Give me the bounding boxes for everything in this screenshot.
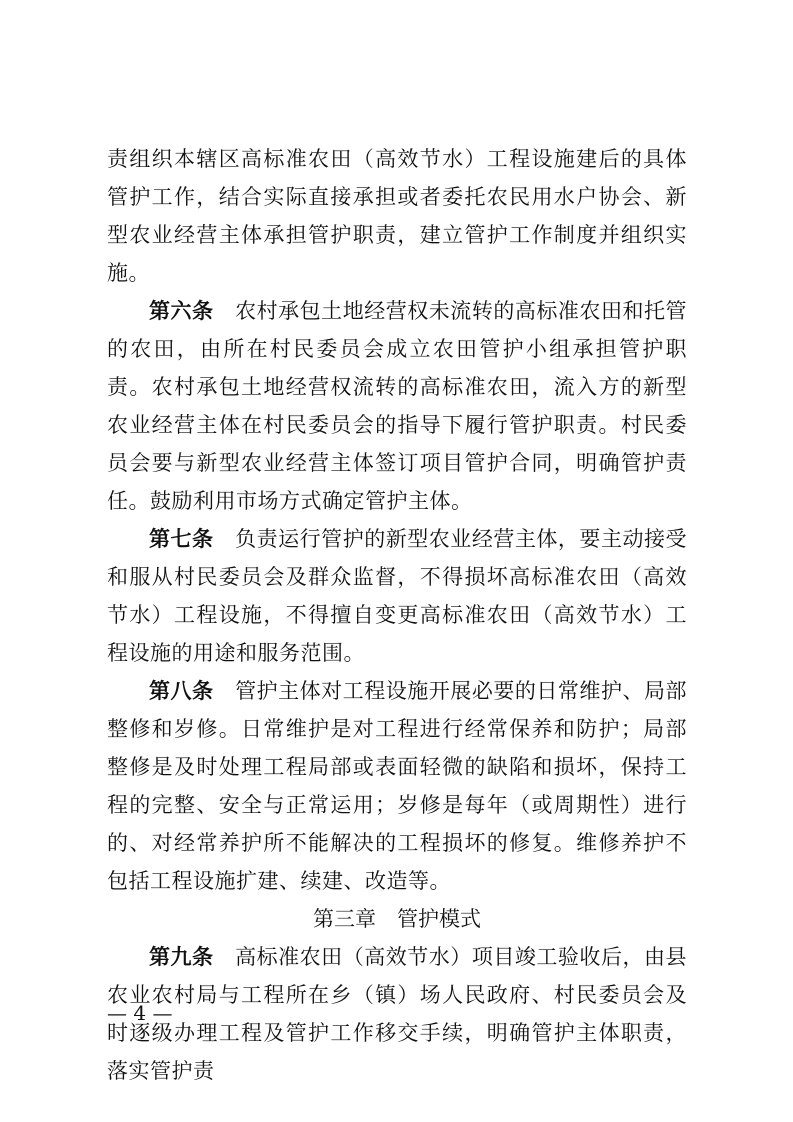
article-6-label: 第六条 — [149, 299, 214, 323]
article-7-text: 负责运行管护的新型农业经营主体，要主动接受和服从村民委员会及群众监督，不得损坏高标准农田（高效节水）工程设施，不得擅自变更高标准农田（高效节水）工程设施的用途和服务范围。 — [107, 527, 688, 665]
document-body — [107, 140, 687, 1090]
article-9-text: 高标准农田（高效节水）项目竣工验收后，由县农业农村局与工程所在乡（镇）场人民政府、村民委员会及时逐级办理工程及管护工作移交手续，明确管护主体职责，落实管护责 — [107, 945, 688, 1083]
article-6-paragraph — [107, 292, 687, 520]
article-7-label: 第七条 — [149, 527, 214, 551]
continuation-paragraph: 责组织本辖区高标准农田（高效节水）工程设施建后的具体管护工作，结合实际直接承担或者委托农民用水户协会、新型农业经营主体承担管护职责，建立管护工作制度并组织实施。 — [107, 147, 687, 285]
article-9-paragraph — [107, 938, 687, 1090]
article-6-text: 农村承包土地经营权未流转的高标准农田和托管的农田，由所在村民委员会成立农田管护小组承担管护职责。农村承包土地经营权流转的高标准农田，流入方的新型农业经营主体在村民委员会的指导下履行管护职责。村民委员会要与新型农业经营主体签订项目管护合同，明确管护责任。鼓励利用市场方式确定管护主体。 — [107, 299, 688, 513]
article-9-label: 第九条 — [149, 945, 214, 969]
article-8-label: 第八条 — [149, 679, 214, 703]
article-7-paragraph — [107, 520, 687, 672]
chapter-heading: 第三章 管护模式 — [313, 907, 481, 931]
page-number: — 4 — — [107, 1001, 173, 1025]
article-8-paragraph — [107, 672, 687, 900]
article-8-text: 管护主体对工程设施开展必要的日常维护、局部整修和岁修。日常维护是对工程进行经常保养和防护；局部整修是及时处理工程局部或表面轻微的缺陷和损坏，保持工程的完整、安全与正常运用；岁修是每年（或周期性）进行的、对经常养护所不能解决的工程损坏的修复。维修养护不包括工程设施扩建、续建、改造等。 — [107, 679, 688, 893]
